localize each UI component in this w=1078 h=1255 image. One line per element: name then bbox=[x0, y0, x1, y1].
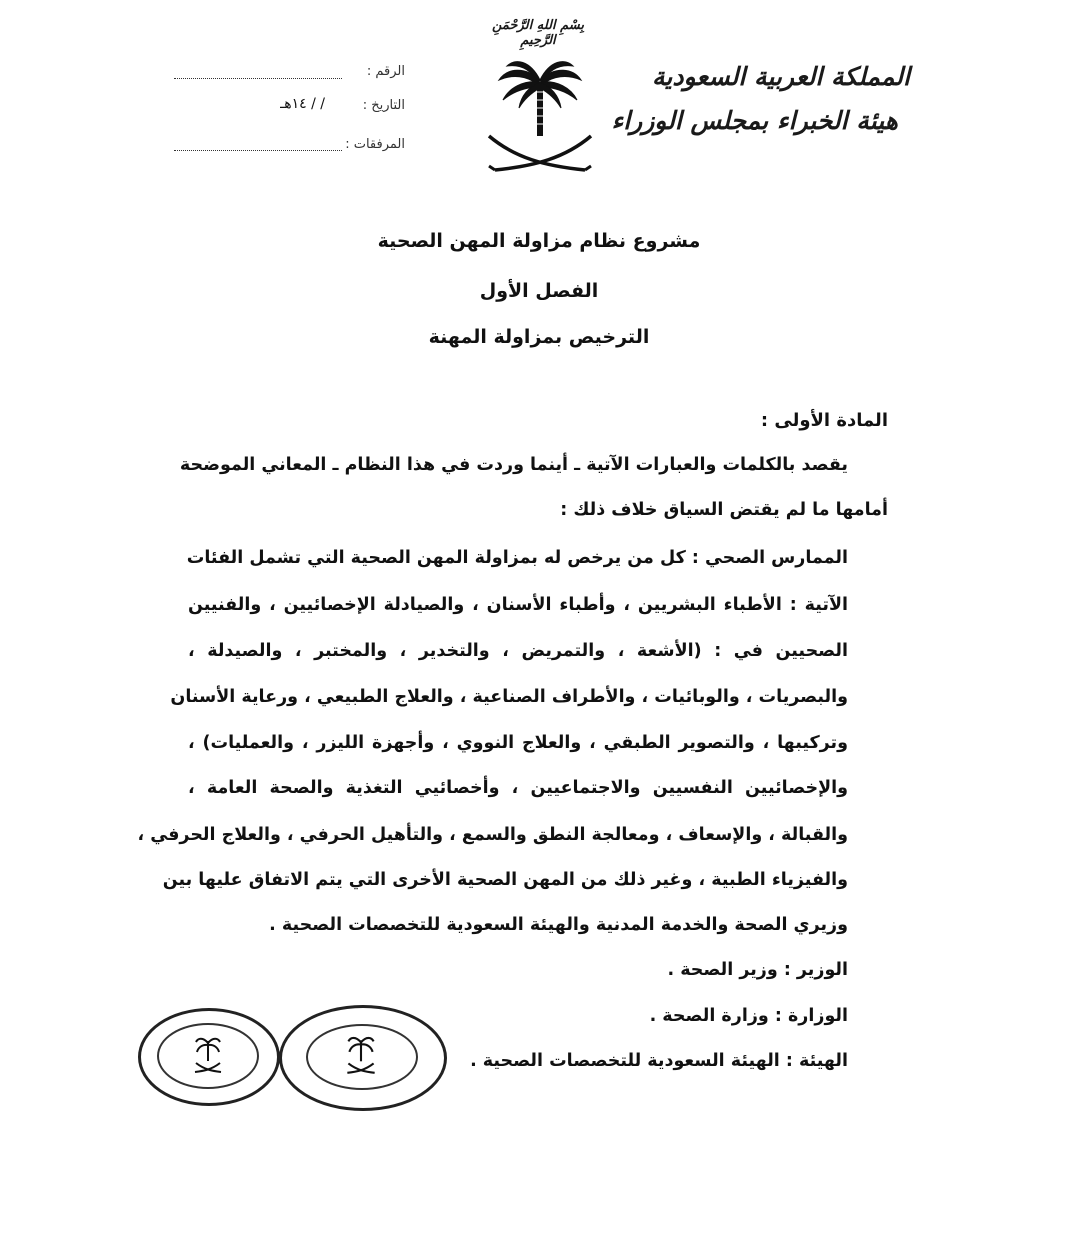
definition-line: والفيزياء الطبية ، وغير ذلك من المهن الصحية الأخرى التي يتم الاتفاق عليها بين bbox=[162, 870, 848, 890]
seal-emblem-icon bbox=[193, 1035, 223, 1075]
seal-general-secretariat bbox=[138, 1008, 280, 1106]
article-heading: المادة الأولى : bbox=[760, 410, 888, 431]
chapter-subtitle: الترخيص بمزاولة المهنة bbox=[428, 326, 650, 348]
definition-line: الصحيين في : (الأشعة ، والتمريض ، والتخدير ، والمختبر ، والصيدلة ، bbox=[188, 641, 848, 661]
basmala: بِسْمِ اللهِ الرَّحْمَنِ الرَّحِيمِ bbox=[492, 18, 584, 48]
definition-minister: الوزير : وزير الصحة . bbox=[667, 960, 848, 980]
attachments-line bbox=[174, 150, 342, 151]
definition-line: وتركيبها ، والتصوير الطبقي ، والعلاج النووي ، وأجهزة الليزر ، والعمليات) ، bbox=[188, 733, 848, 753]
definition-line: والقبالة ، والإسعاف ، ومعالجة النطق والسمع ، والتأهيل الحرفي ، والعلاج الحرفي ، bbox=[137, 825, 848, 845]
definition-line: الآتية : الأطباء البشريين ، وأطباء الأسنان ، والصيادلة الإخصائيين ، والفنيين bbox=[188, 595, 848, 615]
seal-experts-commission bbox=[279, 1005, 447, 1111]
date-value: / / ١٤هـ bbox=[280, 96, 325, 112]
definition-line: والإخصائيين النفسيين والاجتماعيين ، وأخصائيي التغذية والصحة العامة ، bbox=[188, 778, 848, 798]
ref-number-label: الرقم : bbox=[366, 64, 405, 79]
definition-line: وزيري الصحة والخدمة المدنية والهيئة السعودية للتخصصات الصحية . bbox=[269, 915, 848, 935]
seal-emblem-icon bbox=[344, 1034, 378, 1076]
ref-number-line bbox=[174, 78, 342, 79]
chapter-heading: الفصل الأول bbox=[479, 280, 599, 302]
attachments-label: المرفقات : bbox=[345, 137, 405, 152]
org-name-line1: المملكة العربية السعودية bbox=[651, 62, 910, 91]
definition-line: الممارس الصحي : كل من يرخص له بمزاولة المهن الصحية التي تشمل الفئات bbox=[186, 548, 848, 568]
org-name-line2: هيئة الخبراء بمجلس الوزراء bbox=[611, 106, 898, 135]
date-label: التاريخ : bbox=[362, 98, 405, 113]
definition-ministry: الوزارة : وزارة الصحة . bbox=[649, 1006, 848, 1026]
intro-line-2: أمامها ما لم يقتض السياق خلاف ذلك : bbox=[560, 500, 888, 520]
definition-commission: الهيئة : الهيئة السعودية للتخصصات الصحية . bbox=[470, 1051, 848, 1071]
definition-line: والبصريات ، والوبائيات ، والأطراف الصناعية ، والعلاج الطبيعي ، ورعاية الأسنان bbox=[170, 687, 848, 707]
document-title: مشروع نظام مزاولة المهن الصحية bbox=[377, 230, 701, 252]
intro-line-1: يقصد بالكلمات والعبارات الآتية ـ أينما وردت في هذا النظام ـ المعاني الموضحة bbox=[179, 455, 848, 475]
palm-swords-emblem-icon bbox=[485, 58, 595, 183]
